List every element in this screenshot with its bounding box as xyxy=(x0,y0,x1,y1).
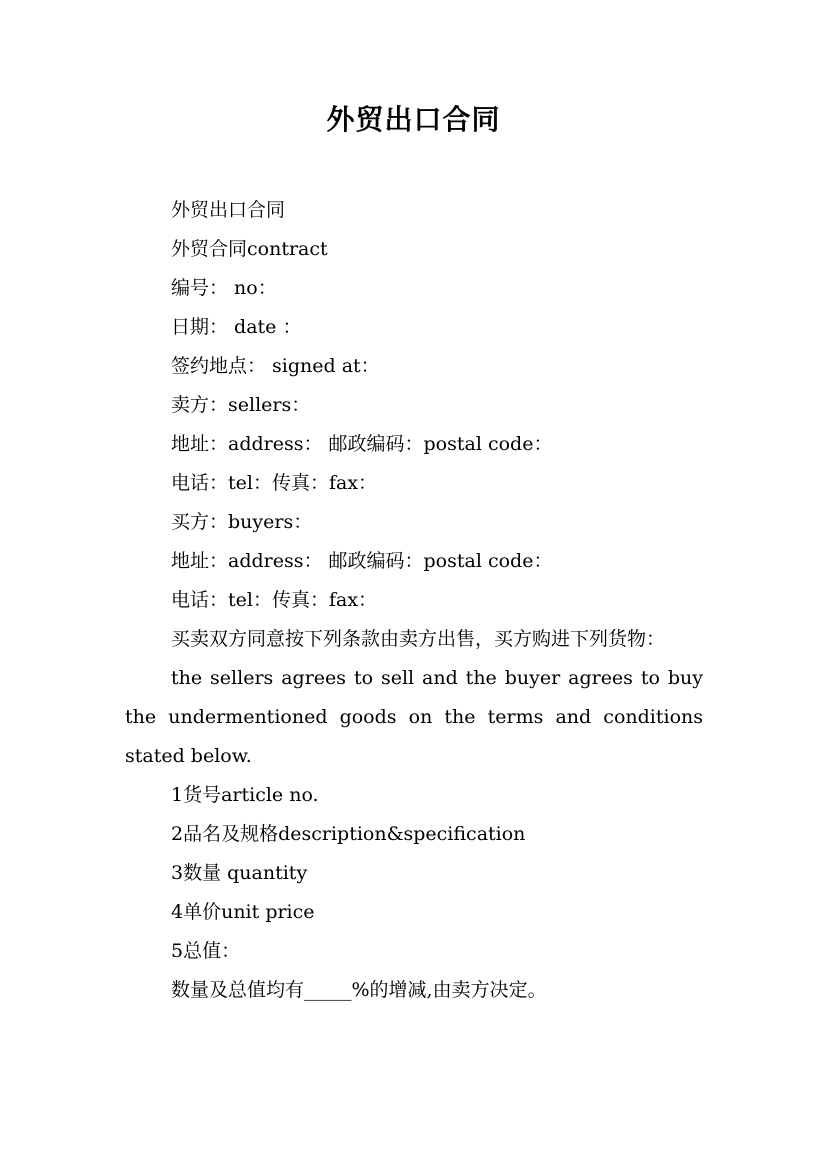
paragraph-chinese: 买卖双方同意按下列条款由卖方出售，买方购进下列货物： xyxy=(171,628,666,650)
text-line: 买方：buyers： xyxy=(171,511,313,533)
document-body xyxy=(125,191,703,1010)
text-line: 外贸合同contract xyxy=(171,238,328,260)
item-line: 1货号article no. xyxy=(171,784,319,806)
text-line: 数量及总值均有_____%的增减,由卖方决定。 xyxy=(171,979,547,1001)
text-line: 电话：tel：传真：fax： xyxy=(171,589,378,611)
text-line: 电话：tel：传真：fax： xyxy=(171,472,378,494)
item-line: 4单价unit price xyxy=(171,901,315,923)
item-line: 3数量 quantity xyxy=(171,862,308,884)
paragraph-english: the sellers agrees to sell and the buyer agrees to buy the undermentioned goods on the terms and conditions stated below. xyxy=(125,667,703,767)
text-line: 卖方：sellers： xyxy=(171,394,311,416)
text-line: 签约地点： signed at： xyxy=(171,355,380,377)
document-title: 外贸出口合同 xyxy=(326,103,501,136)
text-line: 外贸出口合同 xyxy=(171,199,286,221)
text-line: 地址：address： 邮政编码：postal code： xyxy=(171,550,553,572)
item-line: 2品名及规格description&specification xyxy=(171,823,526,845)
text-line: 地址：address： 邮政编码：postal code： xyxy=(171,433,553,455)
text-line: 日期： date ： xyxy=(171,316,302,338)
text-line: 编号： no： xyxy=(171,277,277,299)
item-line: 5总值： xyxy=(171,940,241,962)
